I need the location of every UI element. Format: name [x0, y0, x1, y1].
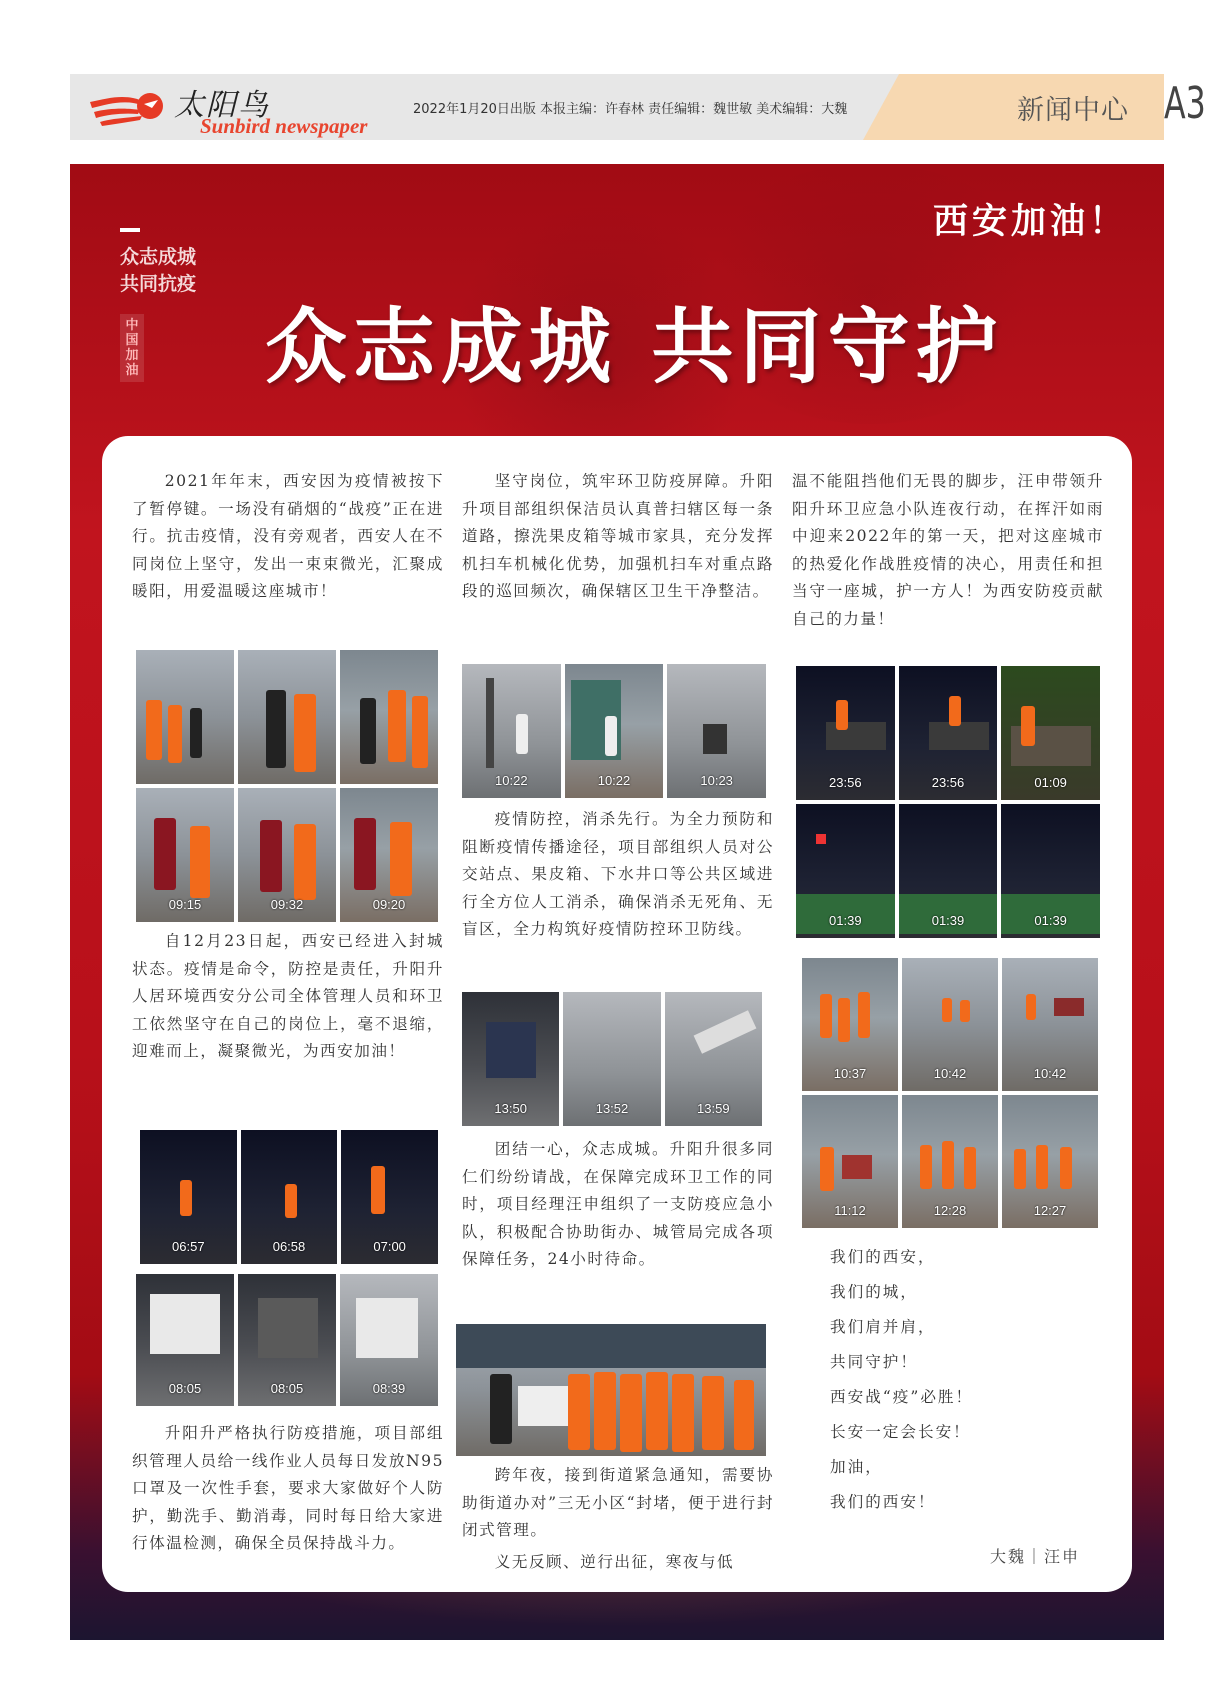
headline: 众志成城 共同守护 [265, 300, 1004, 395]
photo [341, 1130, 438, 1264]
photo-timestamp: 11:12 [834, 1203, 866, 1218]
photo [238, 1274, 336, 1406]
paragraph-3: 升阳升严格执行防疫措施，项目部组织管理人员给一线作业人员每日发放N95口罩及一次性手套，要求大家做好个人防护，勤洗手、勤消毒，同时每日给大家进行体温检测，确保全员保持战斗力。 [132, 1424, 444, 1553]
photo-timestamp: 01:39 [829, 913, 862, 928]
photo-timestamp: 01:39 [1034, 913, 1067, 928]
photo [140, 1130, 237, 1264]
photo [340, 788, 438, 922]
column-1c [132, 1420, 444, 1558]
team-photo [456, 1324, 766, 1456]
column-1 [132, 468, 444, 606]
photo-timestamp: 01:09 [1034, 775, 1067, 790]
photo-timestamp: 23:56 [829, 775, 862, 790]
photo-timestamp: 01:39 [931, 913, 965, 928]
slogan: 西安加油！ [932, 202, 1128, 242]
photo-timestamp: 10:23 [700, 773, 733, 788]
photo-timestamp: 09:15 [168, 897, 202, 912]
photo-timestamp: 08:05 [270, 1381, 304, 1396]
feature-banner [70, 164, 1164, 1640]
byline: 大魏｜汪申 [990, 1547, 1081, 1566]
photo [902, 1095, 998, 1228]
side-tag-line-1: 众志成城 [120, 246, 197, 268]
photo [665, 992, 762, 1126]
photo-timestamp: 09:20 [372, 897, 406, 912]
photo [136, 1274, 234, 1406]
photo-grid-2 [140, 1130, 438, 1264]
photo [796, 804, 895, 938]
column-1b [132, 928, 444, 1066]
photo [241, 1130, 338, 1264]
section-name: 新闻中心 [1017, 95, 1129, 126]
publication-credits: 2022年1月20日出版 本报主编：许春林 责任编辑：魏世敏 美术编辑：大魏 [413, 102, 848, 117]
photo [1001, 804, 1100, 938]
photo [462, 992, 559, 1126]
photo-timestamp: 10:37 [833, 1066, 867, 1081]
page-number: A3 [1164, 78, 1206, 129]
photo-timestamp: 06:58 [272, 1239, 306, 1254]
poem-line: 我们的城， [830, 1283, 918, 1301]
photo-timestamp: 10:42 [933, 1066, 967, 1081]
paragraph-6: 团结一心，众志成城。升阳升很多同仁们纷纷请战，在保障完成环卫工作的同时，项目经理汪申组织了一支防疫应急小队，积极配合协助街办、城管局完成各项保障任务，24小时待命。 [462, 1140, 774, 1269]
logo-chinese: 太阳鸟 [174, 88, 270, 123]
photo [899, 804, 998, 938]
photo [902, 958, 998, 1091]
poem-line: 长安一定会长安！ [830, 1423, 971, 1441]
paragraph-1: 2021年年末，西安因为疫情被按下了暂停键。一场没有硝烟的“战疫”正在进行。抗击疫情，没有旁观者，西安人在不同岗位上坚守，发出一束束微光，汇聚成暖阳，用爱温暖这座城市！ [132, 472, 444, 601]
photo [796, 666, 895, 800]
photo-grid-5 [462, 992, 762, 1126]
photo-timestamp: 08:05 [168, 1381, 202, 1396]
side-tag-small: 中国加油 [120, 314, 144, 382]
poem-line: 我们的西安！ [830, 1493, 936, 1511]
sunbird-icon [88, 80, 178, 136]
photo [136, 788, 234, 922]
photo-timestamp: 12:28 [933, 1203, 967, 1218]
logo-english: Sunbird newspaper [200, 114, 368, 138]
paragraph-8: 义无反顾、逆行出征，寒夜与低 [494, 1552, 735, 1571]
photo-grid-8 [802, 958, 1098, 1228]
poem-line: 共同守护！ [830, 1353, 918, 1371]
photo-timestamp: 12:27 [1033, 1203, 1067, 1218]
paragraph-4: 坚守岗位，筑牢环卫防疫屏障。升阳升项目部组织保洁员认真普扫辖区每一条道路，擦洗果皮箱等城市家具，充分发挥机扫车机械化优势，加强机扫车对重点路段的巡回频次，确保辖区卫生干净整洁。 [462, 472, 774, 601]
photo [1002, 1095, 1098, 1228]
photo-timestamp: 07:00 [373, 1239, 406, 1254]
photo-grid-7 [796, 666, 1100, 938]
article-card [102, 436, 1132, 1592]
photo-timestamp: 13:52 [595, 1101, 629, 1116]
photo-grid-1 [136, 650, 438, 922]
photo-timestamp: 06:57 [172, 1239, 205, 1254]
paragraph-5: 疫情防控，消杀先行。为全力预防和阻断疫情传播途径，项目部组织人员对公交站点、果皮箱、下水井口等公共区域进行全方位人工消杀，确保消杀无死角、无盲区，全力构筑好疫情防控环卫防线。 [462, 810, 774, 939]
photo [899, 666, 998, 800]
photo-grid-4 [462, 664, 766, 798]
photo [340, 1274, 438, 1406]
photo-timestamp: 13:59 [697, 1101, 730, 1116]
column-2 [462, 468, 774, 606]
photo-grid-3 [136, 1274, 438, 1406]
photo-timestamp: 10:22 [597, 773, 631, 788]
poem-line: 加油， [830, 1458, 883, 1476]
photo-timestamp: 13:50 [494, 1101, 527, 1116]
photo [1002, 958, 1098, 1091]
paragraph-2: 自12月23日起，西安已经进入封城状态。疫情是命令，防控是责任，升阳升人居环境西安分公司全体管理人员和环卫工依然坚守在自己的岗位上，毫不退缩，迎难而上，凝聚微光，为西安加油！ [132, 932, 444, 1061]
column-2b [462, 806, 774, 944]
poem [830, 1240, 973, 1520]
photo [563, 992, 660, 1126]
column-2d [462, 1462, 774, 1576]
photo [462, 664, 561, 798]
poem-line: 我们的西安， [830, 1248, 936, 1266]
photo [802, 1095, 898, 1228]
photo-timestamp: 08:39 [372, 1381, 406, 1396]
photo [1001, 666, 1100, 800]
photo [238, 788, 336, 922]
photo-timestamp: 10:22 [495, 773, 528, 788]
photo-timestamp: 10:42 [1033, 1066, 1067, 1081]
paragraph-9: 温不能阻挡他们无畏的脚步，汪申带领升阳升环卫应急小队连夜行动，在挥汗如雨中迎来2022年的第一天，把对这座城市的热爱化作战胜疫情的决心，用责任和担当守一座城，护一方人！为西安防疫贡献自己的力量！ [792, 472, 1104, 628]
masthead [70, 74, 1206, 140]
photo-timestamp: 09:32 [270, 897, 304, 912]
photo-timestamp: 23:56 [931, 775, 965, 790]
sunbird-logo [88, 80, 388, 136]
poem-line: 西安战“疫”必胜！ [830, 1388, 974, 1406]
side-tag-line-2: 共同抗疫 [120, 273, 197, 295]
side-tag [120, 228, 197, 378]
photo [667, 664, 766, 798]
column-3 [792, 468, 1104, 634]
column-2c [462, 1136, 774, 1274]
photo [136, 650, 234, 784]
photo [340, 650, 438, 784]
photo [238, 650, 336, 784]
poem-line: 我们肩并肩， [830, 1318, 936, 1336]
photo [802, 958, 898, 1091]
paragraph-7: 跨年夜，接到街道紧急通知，需要协助街道办对”三无小区“封堵，便于进行封闭式管理。 [462, 1466, 774, 1540]
photo [565, 664, 664, 798]
